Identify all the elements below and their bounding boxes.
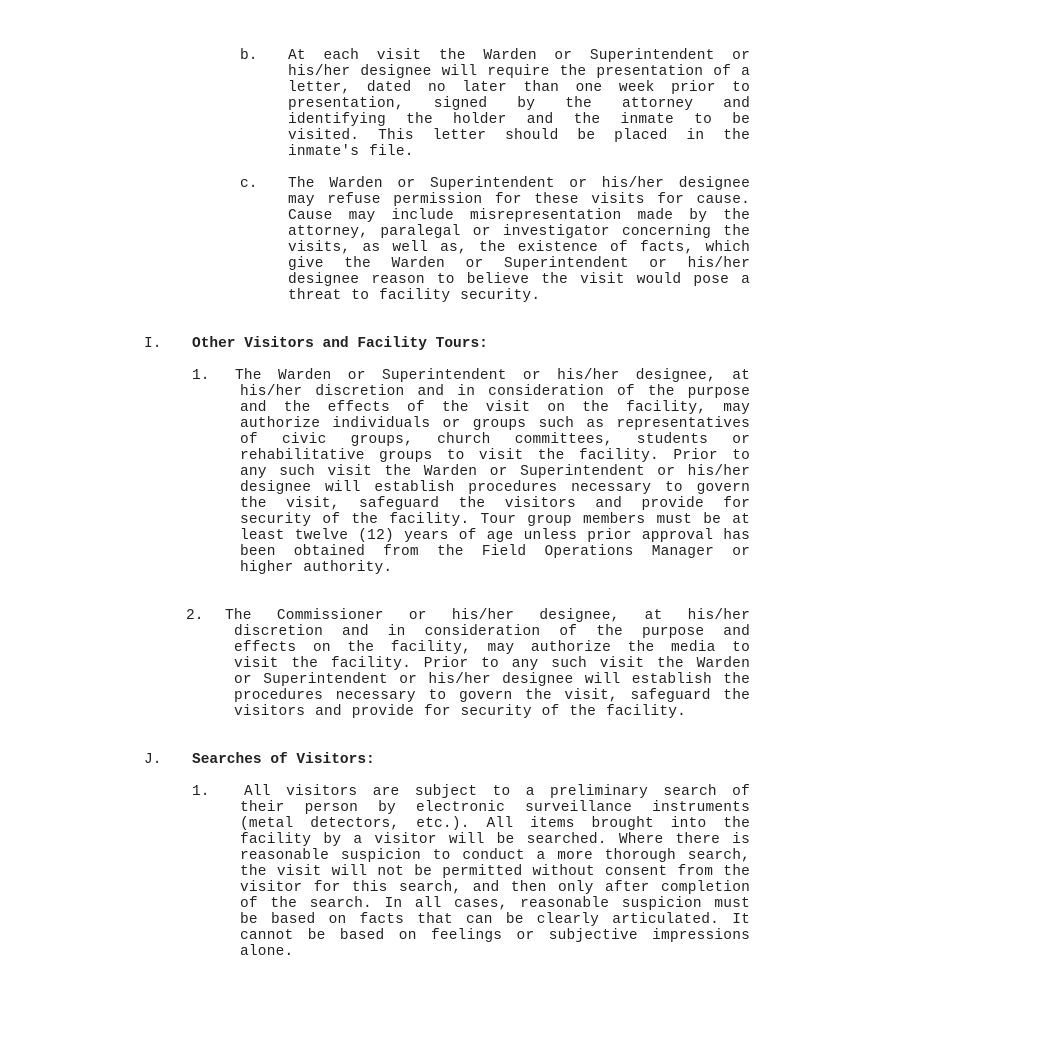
section-i-item-2-text: The Commissioner or his/her designee, at his/her discretion and in consideration of the purpose and effects on the facility, may authorize the media to visit the facility. Prior to any such visit the Warden or Superintendent or his/her designee will establish the procedures necessary to govern the visit, safeguard the visitors and provide for security of the facility. xyxy=(225,608,750,720)
section-i-heading: Other Visitors and Facility Tours: xyxy=(192,336,488,352)
list-marker-b: b. xyxy=(240,48,258,64)
list-marker-c: c. xyxy=(240,176,258,192)
section-j-heading: Searches of Visitors: xyxy=(192,752,375,768)
section-i-item-1-text: The Warden or Superintendent or his/her designee, at his/her discretion and in consideration of the purpose and the effects of the visit on the facility, may authorize individuals or groups such as representatives of civic groups, church committees, students or rehabilitative groups to visit the facility. Prior to any such visit the Warden or Superintendent or his/her designee will establish procedures necessary to govern the visit, safeguard the visitors and provide for security of the facility. Tour group members must be at least twelve (12) years of age unless prior approval has been obtained from the Field Operations Manager or higher authority. xyxy=(235,368,750,576)
section-j-item-1-text: All visitors are subject to a preliminary search of their person by electronic surveillance instruments (metal detectors, etc.). All items brought into the facility by a visitor will be searched. Where there is reasonable suspicion to conduct a more thorough search, the visit will not be permitted without consent from the visitor for this search, and then only after completion of the search. In all cases, reasonable suspicion must be based on facts that can be clearly articulated. It cannot be based on feelings or subjective impressions alone. xyxy=(240,784,750,960)
section-i-marker: I. xyxy=(144,336,162,352)
section-i-item-2-marker: 2. xyxy=(186,608,204,624)
section-i-item-1-marker: 1. xyxy=(192,368,210,384)
list-item-b-text: At each visit the Warden or Superintendent or his/her designee will require the presentation of a letter, dated no later than one week prior to presentation, signed by the attorney and identifying the holder and the inmate to be visited. This letter should be placed in the inmate's file. xyxy=(288,48,750,160)
section-j-item-1-marker: 1. xyxy=(192,784,210,800)
section-j-marker: J. xyxy=(144,752,162,768)
list-item-c-text: The Warden or Superintendent or his/her designee may refuse permission for these visits for cause. Cause may include misrepresentation made by the attorney, paralegal or investigator concerning the visits, as well as, the existence of facts, which give the Warden or Superintendent or his/her designee reason to believe the visit would pose a threat to facility security. xyxy=(288,176,750,304)
